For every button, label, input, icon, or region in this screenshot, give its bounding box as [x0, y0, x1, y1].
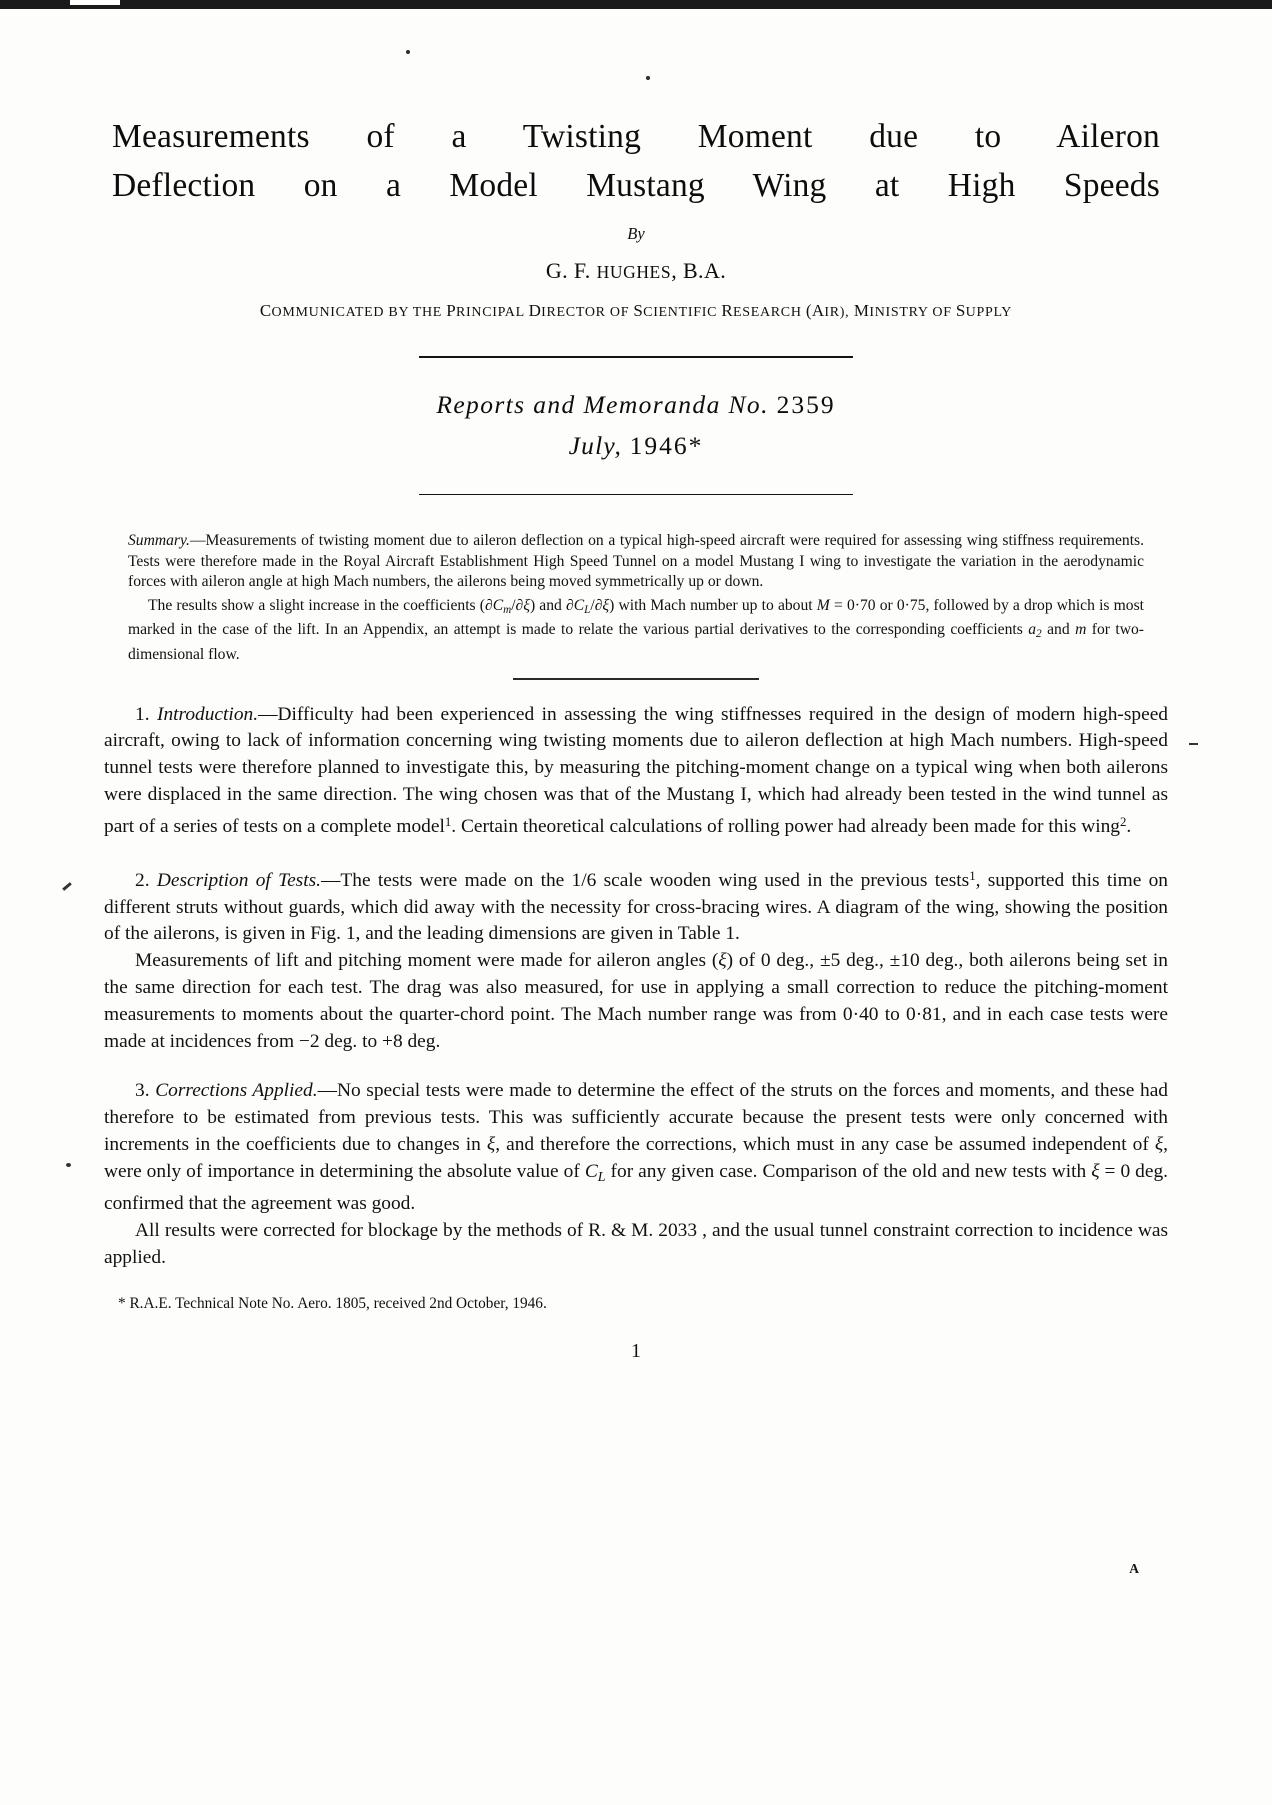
coefficient-cl-sub: L: [597, 1169, 606, 1185]
communicated-ministry: INISTRY: [869, 305, 929, 320]
coefficient-cl-sub: L: [584, 603, 591, 616]
communicated-director: IRECTOR: [541, 305, 606, 320]
rm-label: Reports and Memoranda No.: [436, 389, 769, 419]
section-2-text: —The tests were made on the 1/6 scale wooden wing used in the previous tests: [321, 869, 970, 891]
communicated-p: P: [446, 301, 456, 320]
xi-symbol: ξ: [1154, 1133, 1164, 1155]
summary-paragraph-1-text: —Measurements of twisting moment due to aileron deflection on a typical high-speed aircraft were required for assessing wing stiffness requirements. Tests were therefore made in the Royal Aircraft Establishment High Speed Tunnel on a model Mustang I wing to investigate the variation in the aerodynamic forces with aileron angle at high Mach numbers, the ailerons being moved symmetrically up or down.: [128, 532, 1144, 591]
page-title: [112, 112, 1160, 210]
section-3-text-a: —No special tests were made to determine the effect of the struts on the forces and moments, and these had therefore to be estimated from previous tests. This was sufficiently accurate because the present tests were only concerned with increments in the coefficients due to changes in: [104, 1079, 1168, 1155]
section-3-paragraph-2: All results were corrected for blockage by the methods of R. & M. 2033 , and the usual tunnel constraint correction to incidence was applied.: [104, 1220, 1168, 1269]
rm-number: 2359: [776, 389, 836, 419]
section-1-number: 1.: [135, 703, 157, 725]
communicated-the: THE: [408, 305, 447, 320]
summary-heading: Summary.: [128, 532, 190, 550]
author-surname: HUGHES: [596, 262, 672, 282]
section-3-number: 3.: [135, 1079, 156, 1101]
communicated-supply-s: S: [955, 301, 966, 320]
xi-symbol: ξ: [1091, 1160, 1100, 1182]
summary-p2-b: /∂: [511, 596, 524, 614]
section-3-title: Corrections Applied.: [155, 1079, 318, 1101]
communicated-r: R: [721, 301, 733, 320]
footnote-block: [0, 1294, 1272, 1314]
summary-p2-c: ) and ∂: [529, 596, 574, 614]
xi-symbol: ξ: [523, 596, 530, 614]
body-text: [0, 702, 1272, 1273]
section-2-paragraph: [104, 863, 1168, 948]
summary-paragraph-1: [128, 531, 1144, 593]
coefficient-cl: C: [584, 1160, 598, 1182]
author-name: [112, 258, 1160, 284]
communicated-supply: UPPLY: [965, 305, 1013, 320]
section-2-title: Description of Tests.: [156, 869, 322, 891]
xi-symbol: ξ: [718, 950, 727, 972]
author-suffix: , B.A.: [671, 258, 727, 283]
communicated-by-line: [112, 301, 1160, 321]
summary-divider-rule: [513, 678, 759, 679]
section-2-p2-a: Measurements of lift and pitching moment were made for aileron angles (: [135, 950, 719, 972]
communicated-body: OMMUNICATED BY: [271, 305, 409, 320]
communicated-research: ESEARCH: [732, 305, 806, 320]
section-3-paragraph: [104, 1078, 1168, 1218]
communicated-c: C: [259, 301, 272, 320]
section-2-number: 2.: [135, 869, 157, 891]
communicated-of: OF: [605, 305, 634, 320]
coefficient-a2-sub: 2: [1036, 628, 1042, 641]
summary-paragraph-2: [128, 596, 1144, 666]
title-line-1: Measurements of a Twisting Moment due to Aileron: [112, 118, 1160, 155]
reference-marker-1: 1: [444, 815, 452, 830]
title-block: [0, 112, 1272, 321]
section-2-text-b: , supported this time on different struts without guards, which did away with the necessity for cross-bracing wires. A diagram of the wing, showing the position of the ailerons, is given in Fig. 1, and the leading dimensions are given in Table 1.: [104, 869, 1168, 945]
section-3-text-c: , were only of importance in determining the absolute value of: [104, 1133, 1169, 1182]
section-3-text-b: , and therefore the corrections, which must in any case be assumed independent of: [495, 1133, 1155, 1155]
footnote-text: * R.A.E. Technical Note No. Aero. 1805, received 2nd October, 1946.: [118, 1295, 547, 1313]
summary-block: [0, 531, 1272, 665]
communicated-of2: OF: [928, 305, 956, 320]
communicated-s: S: [633, 301, 644, 320]
divider-rule-top: [419, 356, 853, 358]
coefficient-a2: a: [1028, 621, 1037, 639]
signature-mark: A: [1129, 1561, 1140, 1576]
mach-symbol: M: [816, 596, 830, 614]
page-number: 1: [631, 1340, 641, 1363]
summary-p2-f: = 0·70 or 0·75, followed by a drop which is most marked in the case of the lift. In an Appendix, an attempt is made to relate the various partial derivatives to the corresponding coefficients: [128, 596, 1144, 639]
coefficient-cm-sub: m: [503, 603, 512, 616]
summary-p2-a: The results show a slight increase in the coefficients (∂: [148, 596, 493, 614]
communicated-air-open: (A: [805, 301, 825, 320]
section-1-text-b: . Certain theoretical calculations of rolling power had already been made for this wing: [451, 815, 1120, 837]
summary-p2-g: and: [1041, 621, 1076, 639]
xi-symbol: ξ: [602, 596, 610, 614]
summary-p2-d: /∂: [590, 596, 603, 614]
communicated-scientific: CIENTIFIC: [643, 305, 722, 320]
section-1-title: Introduction.: [156, 703, 259, 725]
communicated-air: IR),: [824, 305, 850, 320]
summary-p2-h: for two-dimensional flow.: [128, 621, 1144, 663]
reference-marker-2: 2: [1120, 815, 1127, 830]
section-1-paragraph: [104, 702, 1168, 841]
summary-p2-e: ) with Mach number up to about: [609, 596, 817, 614]
section-3-text-e: = 0 deg. confirmed that the agreement was good.: [104, 1160, 1168, 1215]
divider-rule-bottom: [419, 494, 853, 496]
section-2-paragraph-2: [104, 948, 1168, 1056]
communicated-principal: RINCIPAL: [456, 305, 529, 320]
reports-memoranda-line: [0, 390, 1272, 420]
section-1-text-c: .: [1126, 815, 1132, 837]
date-year: 1946*: [629, 430, 704, 460]
coefficient-cl: C: [573, 596, 585, 614]
xi-symbol: ξ: [486, 1133, 496, 1155]
section-1-text: —Difficulty had been experienced in assessing the wing stiffnesses required in the design of modern high-speed aircraft, owing to lack of information concerning wing twisting moments due to aileron deflection at high Mach numbers. High-speed tunnel tests were therefore planned to investigate this, by measuring the pitching-moment change on a typical wing when both ailerons were displaced in the same direction. The wing chosen was that of the Mustang I, which had already been tested in the wind tunnel as part of a series of tests on a complete model: [104, 703, 1168, 837]
by-label: By: [627, 224, 645, 243]
reference-marker-1: 1: [969, 868, 976, 883]
section-3-text-d: for any given case. Comparison of the old and new tests with: [605, 1160, 1092, 1182]
coefficient-m: m: [1075, 621, 1087, 639]
section-2-p2-b: ) of 0 deg., ±5 deg., ±10 deg., both ailerons being set in the same direction for each test. The drag was also measured, for use in applying a small correction to reduce the pitching-moment measurements to moments about the quarter-chord point. The Mach number range was from 0·40 to 0·81, and in each case tests were made at incidences from −2 deg. to +8 deg.: [104, 950, 1169, 1053]
date-line: [0, 431, 1272, 461]
title-line-2: Deflection on a Model Mustang Wing at High Speeds: [112, 167, 1160, 204]
communicated-d: D: [528, 301, 542, 320]
author-initials: G. F.: [545, 258, 597, 283]
date-month: July,: [568, 430, 623, 460]
communicated-m: M: [849, 301, 870, 320]
coefficient-cm: C: [492, 596, 504, 614]
